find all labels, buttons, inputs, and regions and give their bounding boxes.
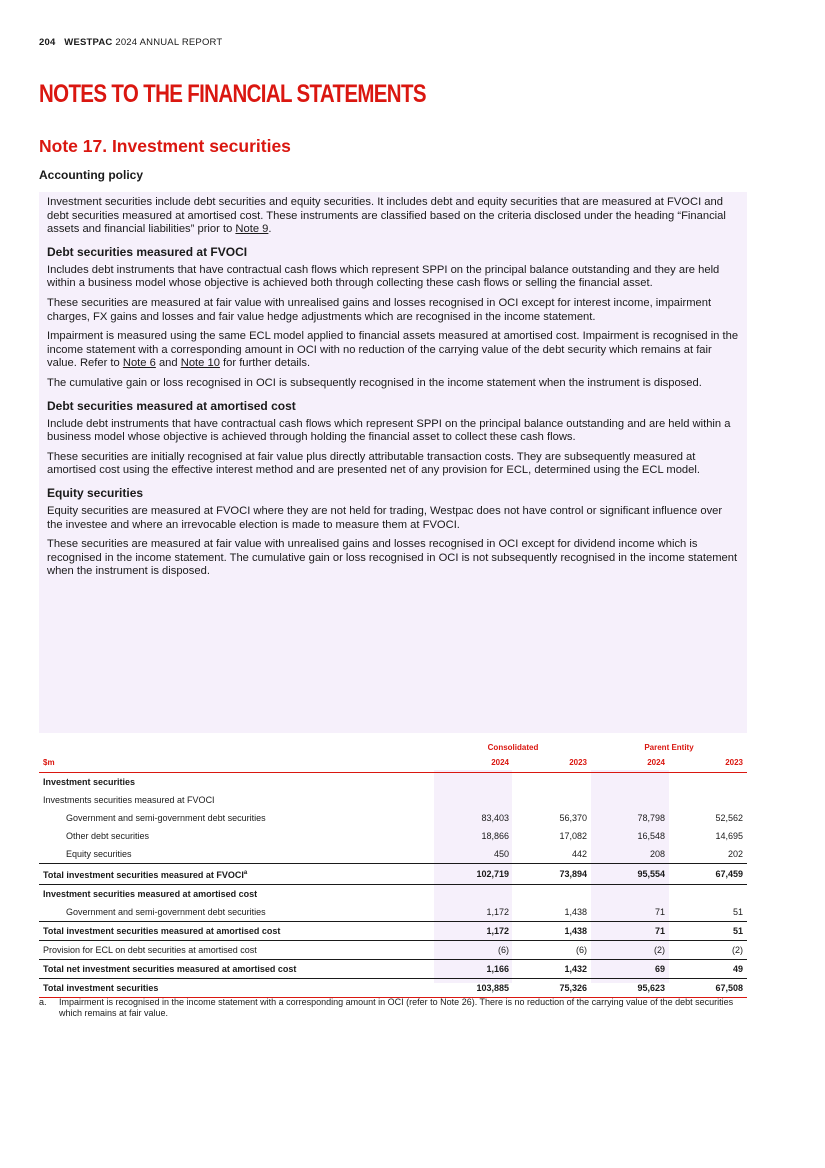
note-9-link[interactable]: Note 9 — [235, 223, 269, 236]
footnote-label: a. — [39, 997, 47, 1007]
cell: 17,082 — [559, 831, 587, 841]
cell: 71 — [591, 922, 669, 941]
table-row — [39, 941, 747, 960]
group-consolidated: Consolidated — [487, 742, 539, 752]
footnote-text: Impairment is recognised in the income statement with a corresponding amount in OCI (refer to Note 26). There is no reduction of the carrying value of the debt securities which remains at fair value. — [59, 997, 734, 1018]
cell: (6) — [513, 941, 591, 960]
row-label: Investment securities measured at amortised cost — [39, 885, 435, 904]
table-row-total — [39, 960, 747, 979]
row-label: Investments securities measured at FVOCI — [43, 795, 215, 805]
page-header — [39, 37, 222, 48]
unit-label: $m — [39, 754, 435, 773]
footnote-ref: a — [243, 870, 248, 876]
cell: 71 — [654, 907, 665, 917]
table-row-grand-total — [39, 979, 747, 998]
cell: 102,719 — [435, 864, 513, 885]
table-group-header — [39, 740, 747, 754]
table-row — [39, 773, 747, 792]
cell: 67,508 — [669, 979, 747, 998]
cell — [669, 773, 747, 792]
policy-title: Accounting policy — [39, 168, 144, 182]
row-label-text: Total investment securities measured at FVOCI — [43, 870, 244, 880]
policy-intro-end: . — [268, 223, 272, 236]
section-title: NOTES TO THE FINANCIAL STATEMENTS — [39, 80, 426, 108]
year-header: 2024 — [591, 754, 669, 773]
cell: 1,172 — [435, 922, 513, 941]
table-row — [39, 903, 747, 922]
cell — [591, 773, 669, 792]
cell: 450 — [493, 849, 509, 859]
cell — [435, 773, 513, 792]
cell — [669, 885, 747, 904]
cell — [669, 791, 747, 809]
paragraph-fvoci-3-and: and — [155, 357, 181, 370]
page-number: 204 — [39, 37, 56, 48]
row-label: Provision for ECL on debt securities at amortised cost — [39, 941, 435, 960]
cell: 103,885 — [435, 979, 513, 998]
cell: 95,554 — [591, 864, 669, 885]
table-row — [39, 791, 747, 809]
cell: 69 — [591, 960, 669, 979]
paragraph-amortised-2: These securities are initially recognised at fair value plus directly attributable transaction costs. They are subsequently measured at amortised cost using the effective interest method and are presented net of any provision for ECL, determined using the ECL model. — [47, 450, 700, 477]
cell: 202 — [727, 849, 743, 859]
paragraph-fvoci-3 — [47, 330, 739, 371]
brand-name: WESTPAC — [64, 37, 113, 48]
note-10-link[interactable]: Note 10 — [180, 357, 220, 370]
cell: (2) — [591, 941, 669, 960]
cell — [591, 885, 669, 904]
group-spacer — [39, 740, 435, 754]
heading-amortised-cost: Debt securities measured at amortised cost — [47, 398, 296, 413]
year-header: 2023 — [669, 754, 747, 773]
cell: 1,438 — [513, 922, 591, 941]
cell — [513, 773, 591, 792]
row-label: Total investment securities — [39, 979, 435, 998]
cell: 1,172 — [486, 907, 509, 917]
paragraph-fvoci-1: Includes debt instruments that have contractual cash flows which represent SPPI on the principal balance outstanding and they are held within a business model whose objective is achieved both through collecting these cash flows or selling the financial asset. — [47, 263, 720, 290]
cell — [591, 791, 669, 809]
paragraph-fvoci-3-text: Impairment is measured using the same ECL model applied to financial assets measured at amortised cost. Impairment is recognised in the income statement with a corresponding amount in OCI with no reduction of the carrying value of the debt security which remains at fair value. Refer to — [47, 330, 739, 370]
table-row — [39, 885, 747, 904]
cell: 1,166 — [435, 960, 513, 979]
paragraph-fvoci-4: The cumulative gain or loss recognised in OCI is subsequently recognised in the income statement when the instrument is disposed. — [47, 376, 702, 389]
policy-intro — [47, 196, 739, 237]
cell: 49 — [669, 960, 747, 979]
table-row-total — [39, 922, 747, 941]
cell: (2) — [669, 941, 747, 960]
cell — [513, 885, 591, 904]
cell: 14,695 — [715, 831, 743, 841]
cell — [435, 791, 513, 809]
paragraph-fvoci-2: These securities are measured at fair value with unrealised gains and losses recognised in OCI except for interest income, impairment charges, FX gains and losses and fair value hedge adjustments which are recognised in the income statement. — [47, 296, 712, 323]
row-label — [39, 864, 435, 885]
footnote — [39, 997, 739, 1019]
accounting-policy-box — [39, 192, 747, 733]
row-label: Government and semi-government debt securities — [66, 907, 266, 917]
row-label: Total investment securities measured at amortised cost — [39, 922, 435, 941]
table-row — [39, 809, 747, 827]
cell: 1,432 — [513, 960, 591, 979]
paragraph-amortised-1: Include debt instruments that have contractual cash flows which represent SPPI on the principal balance outstanding and are held within a business model whose objective is achieved through holding the financial asset to collect these cash flows. — [47, 417, 731, 444]
cell: 95,623 — [591, 979, 669, 998]
cell: 1,438 — [564, 907, 587, 917]
row-label: Other debt securities — [66, 831, 150, 841]
cell: 18,866 — [481, 831, 509, 841]
cell: 51 — [732, 907, 743, 917]
cell: 78,798 — [637, 813, 665, 823]
cell: 67,459 — [669, 864, 747, 885]
cell: 56,370 — [559, 813, 587, 823]
cell: 83,403 — [481, 813, 509, 823]
heading-fvoci: Debt securities measured at FVOCI — [47, 244, 248, 259]
investment-securities-table — [39, 740, 747, 998]
group-parent-entity: Parent Entity — [644, 742, 694, 752]
cell — [435, 885, 513, 904]
cell: 16,548 — [637, 831, 665, 841]
cell: 75,326 — [513, 979, 591, 998]
cell: 442 — [571, 849, 587, 859]
table-row — [39, 827, 747, 845]
report-name: 2024 ANNUAL REPORT — [115, 37, 223, 48]
table-row — [39, 845, 747, 864]
cell — [513, 791, 591, 809]
cell: 73,894 — [513, 864, 591, 885]
row-label: Total net investment securities measured at amortised cost — [39, 960, 435, 979]
cell: 208 — [649, 849, 665, 859]
row-label: Investment securities — [43, 777, 136, 787]
note-6-link[interactable]: Note 6 — [122, 357, 156, 370]
policy-intro-text: Investment securities include debt securities and equity securities. It includes debt and equity securities that are measured at FVOCI and debt securities measured at amortised cost. These instruments are classified based on the criteria disclosed under the heading “Financial assets and financial liabilities” prior to — [47, 196, 726, 236]
heading-equity: Equity securities — [47, 485, 144, 500]
investment-securities-table-wrap — [39, 740, 747, 998]
year-header: 2024 — [435, 754, 513, 773]
paragraph-equity-1: Equity securities are measured at FVOCI where they are not held for trading, Westpac does not have control or significant influence over the investee and where an irrevocable election is made to measure them at FVOCI. — [47, 504, 723, 531]
row-label: Equity securities — [66, 849, 132, 859]
cell: 52,562 — [715, 813, 743, 823]
paragraph-equity-2: These securities are measured at fair value with unrealised gains and losses recognised in OCI except for dividend income which is recognised in the income statement. The cumulative gain or loss recognised in OCI is not subsequently recognised in the income statement when the instrument is disposed. — [47, 538, 738, 578]
table-row-total — [39, 864, 747, 885]
cell: 51 — [669, 922, 747, 941]
table-year-header — [39, 754, 747, 773]
cell: (6) — [435, 941, 513, 960]
row-label: Government and semi-government debt securities — [66, 813, 266, 823]
year-header: 2023 — [513, 754, 591, 773]
paragraph-fvoci-3-end: for further details. — [219, 357, 311, 370]
note-title: Note 17. Investment securities — [39, 136, 291, 156]
